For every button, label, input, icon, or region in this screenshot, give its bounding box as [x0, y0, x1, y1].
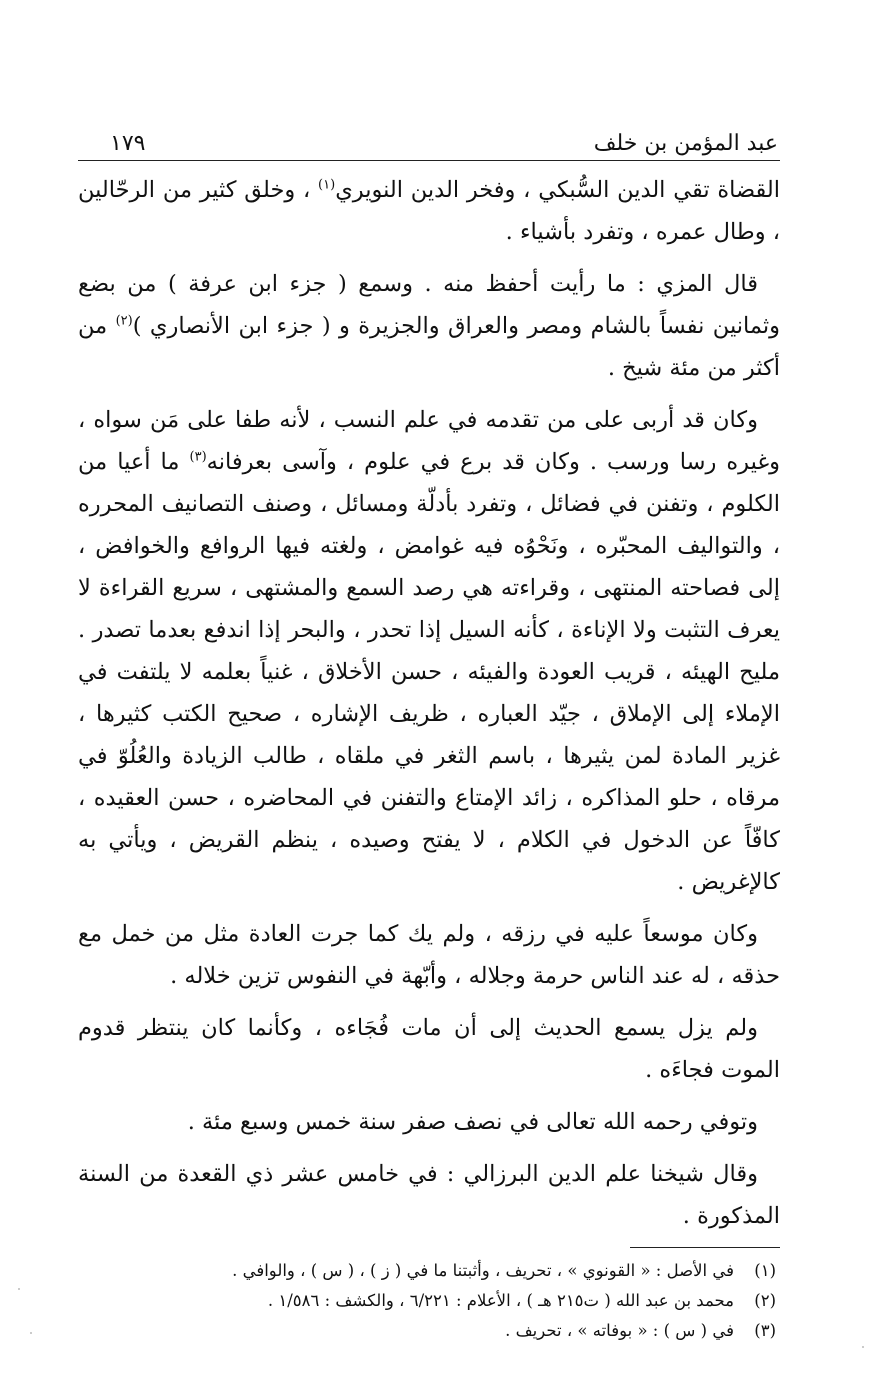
footnote-text: محمد بن عبد الله ( ت٢١٥ هـ ) ، الأعلام : ٦/٢٢١ ، والكشف : ١/٥٨٦ .: [267, 1291, 734, 1310]
main-text: [78, 169, 780, 1237]
paragraph-text: وكان موسعاً عليه في رزقه ، ولم يك كما جرت العادة مثل من خمل مع حذقه ، له عند الناس حرمة وجلاله ، وأبّهة في النفوس تزين خلاله .: [78, 921, 780, 989]
page-number: ١٧٩: [110, 131, 146, 156]
paragraph: [78, 1101, 780, 1143]
footnote-number: (١): [754, 1261, 776, 1280]
footnote: [78, 1256, 780, 1286]
paragraph-text: القضاة تقي الدين السُّبكي ، وفخر الدين النويري: [335, 177, 781, 203]
scan-speck: [18, 1288, 20, 1290]
paragraph: [78, 169, 780, 253]
footnote-divider: [630, 1247, 780, 1248]
paragraph: [78, 263, 780, 389]
paragraph-text: من أكثر من مئة شيخ .: [78, 313, 780, 381]
paragraph: [78, 913, 780, 997]
paragraph: [78, 1153, 780, 1237]
scan-speck: [30, 1332, 32, 1334]
paragraph-text: وكان قد أربى على من تقدمه في علم النسب ، لأنه طفا على مَن سواه ، وغيره رسا ورسب . وكان قد برع في علوم ، وآسى بعرفانه: [78, 407, 780, 475]
paragraph-text: قال المزي : ما رأيت أحفظ منه . وسمع ( جزء ابن عرفة ) من بضع وثمانين نفساً بالشام ومصر والعراق والجزيرة و ( جزء ابن الأنصاري ): [78, 271, 780, 339]
paragraph-text: ، وخلق كثير من الرحّالين ، وطال عمره ، وتفرد بأشياء .: [78, 177, 780, 245]
footnote: [78, 1286, 780, 1316]
footnote-text: في الأصل : « القونوي » ، تحريف ، وأثبتنا ما في ( ز ) ، ( س ) ، والوافي .: [232, 1261, 734, 1280]
footnote-ref: (٣): [189, 449, 207, 465]
footnote-ref: (٢): [115, 313, 133, 329]
paragraph: [78, 1007, 780, 1091]
footnote: [78, 1316, 780, 1346]
paragraph: [78, 399, 780, 903]
scan-speck: [862, 1346, 864, 1348]
footnote-number: (٣): [754, 1321, 776, 1340]
page-header: [78, 118, 780, 161]
paragraph-text: ولم يزل يسمع الحديث إلى أن مات فُجَاءه ، وكأنما كان ينتظر قدوم الموت فجاءَه .: [78, 1015, 780, 1083]
paragraph-text: وتوفي رحمه الله تعالى في نصف صفر سنة خمس وسبع مئة .: [187, 1109, 758, 1135]
paragraph-text: وقال شيخنا علم الدين البرزالي : في خامس عشر ذي القعدة من السنة المذكورة .: [78, 1161, 780, 1229]
footnote-text: في ( س ) : « بوفاته » ، تحريف .: [505, 1321, 734, 1340]
running-title: عبد المؤمن بن خلف: [593, 131, 778, 156]
book-page: [78, 118, 780, 1346]
footnote-number: (٢): [754, 1291, 776, 1310]
paragraph-text: ما أعيا من الكلوم ، وتفنن في فضائل ، وتفرد بأدلّة ومسائل ، وصنف التصانيف المحرره ، والتواليف المحبّره ، ونَحْوُه فيه غوامض ، ولغته فيها الروافع والخوافض ، إلى فصاحته المنتهى ، وقراءته هي رصد السمع والمشتهى ، سريع القراءة لا يعرف التثبت ولا الإناءة ، كأنه السيل إذا تحدر ، والبحر إذا اندفع بعدما تصدر . مليح الهيئه ، قريب العودة والفيئه ، حسن الأخلاق ، غنياً بعلمه لا يلتفت في الإملاء إلى الإملاق ، جيّد العباره ، ظريف الإشاره ، صحيح الكتب كثيرها ، غزير المادة لمن يثيرها ، باسم الثغر في ملقاه ، طالب الزيادة والعُلُوّ في مرقاه ، حلو المذاكره ، زائد الإمتاع والتفنن في المحاضره ، حسن العقيده ، كافّاً عن الدخول في الكلام ، لا يفتح وصيده ، ينظم القريض ، ويأتي به كالإغريض .: [78, 449, 780, 895]
footnote-ref: (١): [318, 177, 336, 193]
footnotes: [78, 1256, 780, 1346]
